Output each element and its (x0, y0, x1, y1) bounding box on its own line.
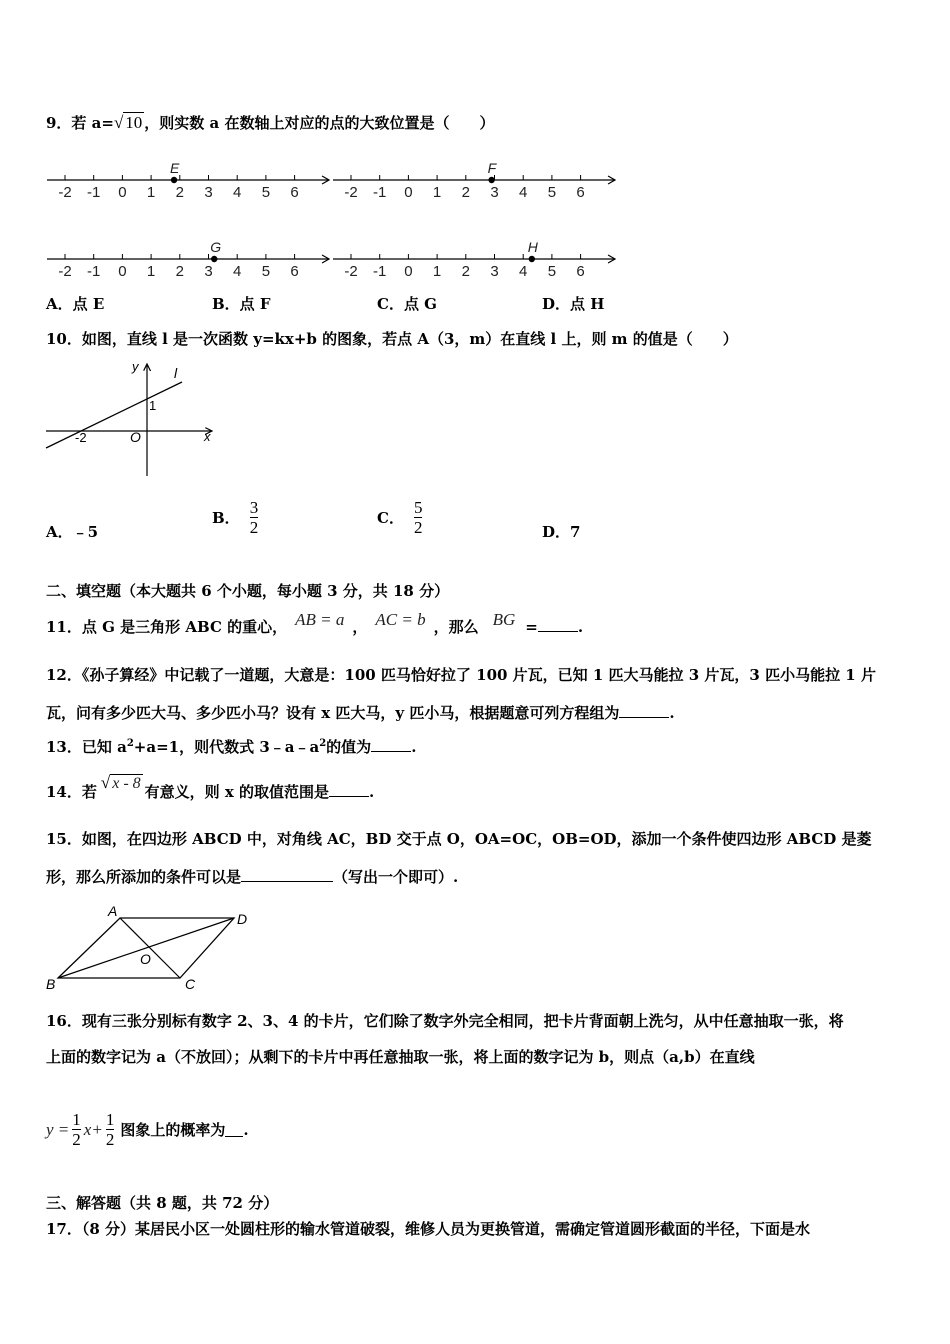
tick-label: 0 (118, 263, 127, 280)
q10-stem: 10．如图，直线 l 是一次函数 y=kx+b 的图象，若点 A（3，m）在直线 l 上，则 m 的值是（ ） (46, 330, 738, 348)
tick-label: 4 (233, 184, 242, 201)
tick-label: 5 (547, 184, 557, 201)
q15-answer-blank[interactable] (241, 867, 333, 882)
y-axis-label: y (132, 359, 139, 374)
q11-answer-blank[interactable] (538, 617, 578, 632)
q14-answer-blank[interactable] (329, 782, 369, 797)
tick-label: -1 (87, 184, 101, 201)
tick-label: 5 (261, 263, 271, 280)
q13: 13．已知 $a^2+a=1$，则代数式 $3﹣a﹣a^2$的值为 . (46, 738, 417, 756)
point-label-f: F (487, 160, 497, 176)
point-h (529, 256, 535, 262)
tick-label: 5 (547, 263, 557, 280)
vertex-a-label: A (108, 903, 118, 919)
origin-label: O (130, 429, 141, 445)
q14-sqrt: √ x - 8 (100, 773, 141, 792)
tick-label: 0 (404, 184, 413, 201)
point-g (211, 256, 217, 262)
q10-option-c: C． $\frac{5}{2}$ (377, 498, 423, 537)
q9-stem: 9．若 a=√ 10 ，则实数 a 在数轴上对应的点的大致位置是（ ） (46, 113, 495, 132)
q15-figure (40, 900, 270, 995)
point-f (488, 177, 494, 183)
section2-title: 二、填空题（本大题共 6 个小题，每小题 3 分，共 18 分） (46, 582, 450, 600)
tick-label: 0 (118, 184, 127, 201)
tick-label: 4 (519, 184, 528, 201)
tick-label: 1 (432, 184, 442, 201)
tick-label: -2 (344, 184, 358, 201)
x-intercept-label: -2 (75, 430, 87, 445)
vertex-c-label: C (185, 976, 196, 992)
q10-option-d: D．7 (542, 523, 581, 541)
q10-option-a: A．﹣5 (46, 523, 99, 541)
tick-label: 3 (204, 184, 213, 201)
q9-option-d: D．点 H (542, 295, 605, 313)
tick-label: -2 (58, 184, 72, 201)
point-label-g: G (210, 239, 222, 255)
tick-label: 2 (175, 184, 184, 201)
point-e (171, 177, 177, 183)
tick-label: 3 (204, 263, 213, 280)
tick-label: -1 (373, 263, 387, 280)
q12-answer-blank[interactable] (619, 703, 669, 718)
q10-graph (40, 358, 230, 483)
point-label-e: E (170, 160, 180, 176)
line-l (46, 382, 182, 448)
tick-label: 4 (519, 263, 528, 280)
tick-label: 5 (261, 184, 271, 201)
section3-title: 三、解答题（共 8 题，共 72 分） (46, 1194, 279, 1212)
tick-label: -1 (87, 263, 101, 280)
point-label-h: H (527, 239, 538, 255)
q16-line3: y = $\frac{1}{2}$ x+ $\frac{1}{2}$ 图象上的概率为 . (46, 1110, 249, 1149)
tick-label: -2 (58, 263, 72, 280)
diagonal-ac (120, 918, 180, 978)
q9-option-c: C．点 G (377, 295, 437, 313)
y-intercept-label: 1 (149, 398, 157, 413)
x-axis-label: x (204, 429, 211, 444)
q13-answer-blank[interactable] (371, 737, 411, 752)
tick-label: 2 (175, 263, 184, 280)
q16-line2: 上面的数字记为 a（不放回）；从剩下的卡片中再任意抽取一张，将上面的数字记为 b，则点（a,b）在直线 (46, 1048, 755, 1066)
q17-stem: 17．（8 分）某居民小区一处圆柱形的输水管道破裂，维修人员为更换管道，需确定管道圆形截面的半径，下面是水 (46, 1220, 811, 1238)
q14: 14．若 √ x - 8 有意义，则 x 的取值范围是 . (46, 773, 375, 801)
tick-label: 3 (490, 184, 499, 201)
tick-label: 1 (146, 263, 156, 280)
q11: 11．点 G 是三角形 ABC 的重心， AB = a ， AC = b ，那么 BG = . (46, 610, 584, 636)
tick-label: 3 (490, 263, 499, 280)
tick-label: 6 (290, 184, 299, 201)
tick-label: 4 (233, 263, 242, 280)
q9-option-a: A．点 E (46, 295, 105, 313)
q10-option-b: B． $\frac{3}{2}$ (212, 498, 259, 537)
tick-label: 2 (461, 263, 470, 280)
q16-answer-blank[interactable] (225, 1122, 243, 1137)
q9-number-lines (0, 150, 650, 280)
tick-label: 6 (290, 263, 299, 280)
q15-line2: 形，那么所添加的条件可以是 （写出一个即可）. (46, 868, 459, 886)
tick-label: -2 (344, 263, 358, 280)
tick-label: 6 (576, 184, 585, 201)
q9-sqrt: √ 10 (113, 113, 143, 132)
tick-label: 1 (432, 263, 442, 280)
tick-label: 2 (461, 184, 470, 201)
q12-line2: 瓦，问有多少匹大马、多少匹小马？设有 x 匹大马，y 匹小马，根据题意可列方程组为 . (46, 704, 675, 722)
q16-line1: 16．现有三张分别标有数字 2、3、4 的卡片，它们除了数字外完全相同，把卡片背面朝上洗匀，从中任意抽取一张，将 (46, 1012, 844, 1030)
vertex-d-label: D (237, 911, 248, 927)
tick-label: 6 (576, 263, 585, 280)
q15-line1: 15．如图，在四边形 ABCD 中，对角线 AC，BD 交于点 O，OA=OC，OB=OD，添加一个条件使四边形 ABCD 是菱 (46, 830, 872, 848)
tick-label: 0 (404, 263, 413, 280)
q12-line1: 12．《孙子算经》中记载了一道题，大意是：100 匹马恰好拉了 100 片瓦，已知 1 匹大马能拉 3 片瓦，3 匹小马能拉 1 片 (46, 666, 876, 684)
tick-label: 1 (146, 184, 156, 201)
vertex-b-label: B (46, 976, 56, 992)
center-o-label: O (140, 951, 151, 967)
line-label: l (174, 365, 178, 381)
q9-option-b: B．点 F (212, 295, 271, 313)
tick-label: -1 (373, 184, 387, 201)
